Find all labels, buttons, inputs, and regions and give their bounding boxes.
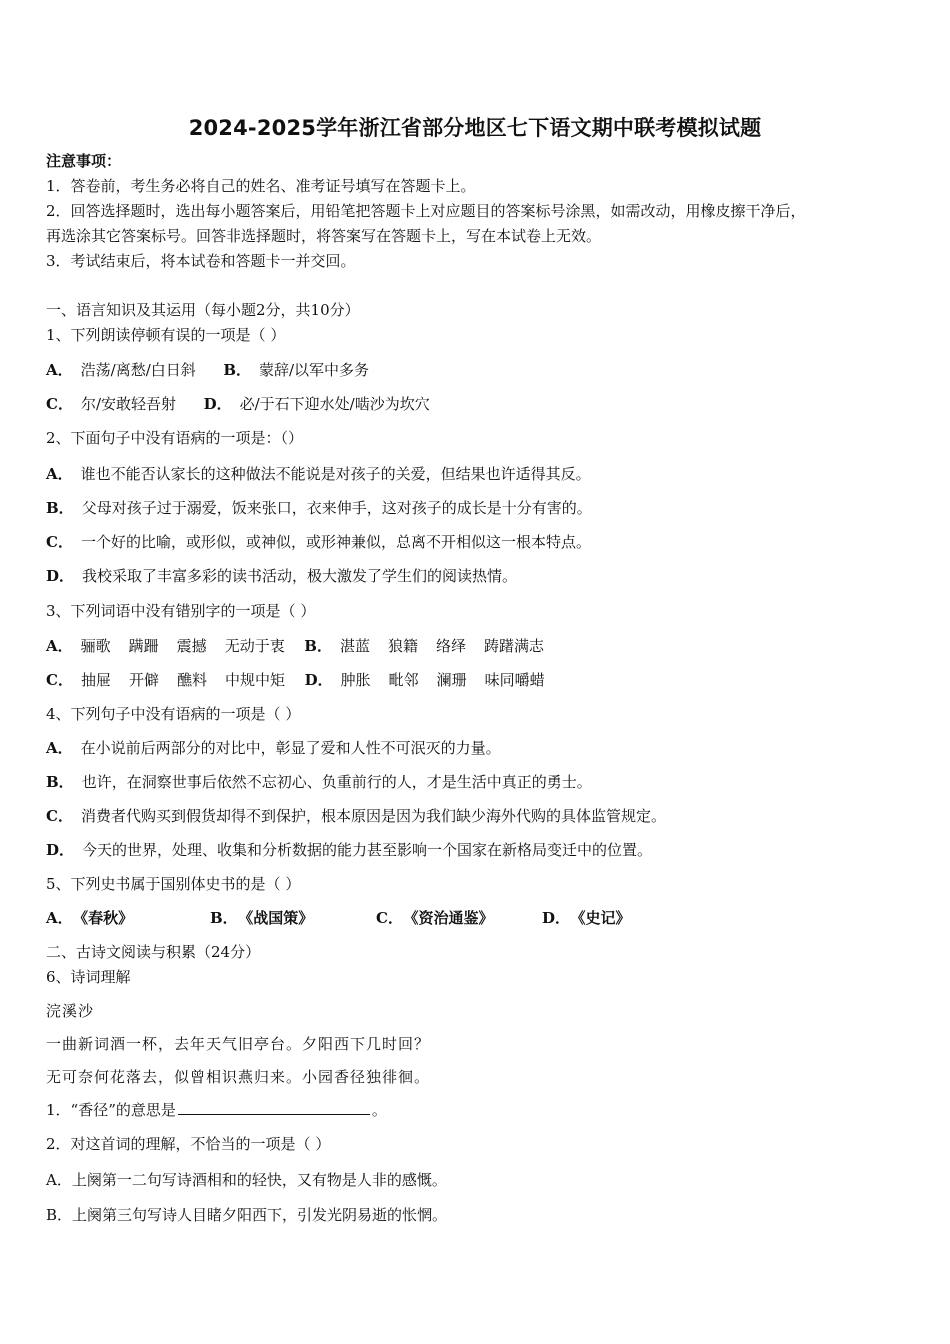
q2-option-c-row bbox=[46, 532, 591, 552]
q5-option-d-cell bbox=[542, 908, 631, 928]
option-label: D． bbox=[46, 567, 75, 585]
q5-stem: 5、下列史书属于国别体史书的是（ ） bbox=[46, 875, 301, 893]
q3-c-word: 中规中矩 bbox=[225, 671, 286, 689]
option-label: C． bbox=[46, 807, 73, 825]
q4-option-d: 今天的世界，处理、收集和分析数据的能力甚至影响一个国家在新格局变迁中的位置。 bbox=[82, 841, 653, 859]
q3-d-word: 毗邻 bbox=[388, 671, 419, 689]
option-label: D． bbox=[304, 671, 333, 689]
q3-options-ab bbox=[46, 636, 544, 656]
q2-option-d: 我校采取了丰富多彩的读书活动，极大激发了学生们的阅读热情。 bbox=[82, 567, 518, 585]
notice-item-3: 3．考试结束后，将本试卷和答题卡一并交回。 bbox=[46, 252, 356, 270]
q2-option-d-row bbox=[46, 566, 517, 586]
q3-b-word: 狼籍 bbox=[387, 637, 418, 655]
q2-option-b-row bbox=[46, 498, 592, 518]
poem-title: 浣溪沙 bbox=[46, 1002, 95, 1020]
q6-sub1-prefix: 1．“香径”的意思是 bbox=[46, 1101, 176, 1119]
q1-option-b: 蒙辞/以军中多务 bbox=[259, 361, 370, 379]
q3-b-word: 络绎 bbox=[435, 637, 466, 655]
q5-option-a-cell bbox=[46, 908, 210, 928]
q3-a-word: 震撼 bbox=[176, 637, 207, 655]
notice-item-2: 2．回答选择题时，选出每小题答案后，用铅笔把答题卡上对应题目的答案标号涂黑，如需改动，用橡皮擦干净后， bbox=[46, 202, 806, 220]
option-label: B． bbox=[210, 909, 238, 927]
q6-stem: 6、诗词理解 bbox=[46, 968, 131, 986]
q5-option-b: 《战国策》 bbox=[245, 909, 314, 927]
q6-option-b: 上阕第三句写诗人目睹夕阳西下，引发光阴易逝的怅惘。 bbox=[72, 1206, 448, 1224]
q3-a-word: 蹒跚 bbox=[128, 637, 159, 655]
q6-option-a-row bbox=[46, 1170, 447, 1190]
q3-b-word: 踌躇满志 bbox=[484, 637, 545, 655]
option-label: D． bbox=[46, 841, 75, 859]
option-label: C． bbox=[46, 533, 73, 551]
notice-heading: 注意事项： bbox=[46, 152, 122, 170]
q2-option-c: 一个好的比喻，或形似，或神似，或形神兼似，总离不开相似这一根本特点。 bbox=[80, 533, 591, 551]
q6-sub1 bbox=[46, 1100, 387, 1120]
option-label: C． bbox=[376, 909, 403, 927]
q3-a-word: 无动于衷 bbox=[224, 637, 285, 655]
option-label: A． bbox=[46, 637, 73, 655]
q4-stem: 4、下列句子中没有语病的一项是（ ） bbox=[46, 705, 301, 723]
page-title: 2024-2025学年浙江省部分地区七下语文期中联考模拟试题 bbox=[188, 116, 762, 140]
q3-a-word: 骊歌 bbox=[80, 637, 111, 655]
q5-option-b-cell bbox=[210, 908, 376, 928]
q3-stem: 3、下列词语中没有错别字的一项是（ ） bbox=[46, 602, 316, 620]
q6-option-b-row bbox=[46, 1205, 447, 1225]
option-label: D． bbox=[542, 909, 571, 927]
answer-blank[interactable] bbox=[178, 1100, 370, 1115]
q6-sub2: 2．对这首词的理解，不恰当的一项是（ ） bbox=[46, 1135, 331, 1153]
option-label: A． bbox=[46, 1171, 72, 1189]
q3-options-cd bbox=[46, 670, 545, 690]
notice-item-2-cont: 再选涂其它答案标号。回答非选择题时，将答案写在答题卡上，写在本试卷上无效。 bbox=[46, 227, 602, 245]
q1-options-ab bbox=[46, 360, 369, 380]
q4-option-c-row bbox=[46, 806, 666, 826]
q6-sub1-suffix: 。 bbox=[371, 1101, 387, 1119]
q4-option-b: 也许，在洞察世事后依然不忘初心、负重前行的人，才是生活中真正的勇士。 bbox=[81, 773, 592, 791]
q3-b-word: 湛蓝 bbox=[339, 637, 370, 655]
q6-option-a: 上阕第一二句写诗酒相和的轻快，又有物是人非的感慨。 bbox=[71, 1171, 447, 1189]
q3-d-word: 味同嚼蜡 bbox=[484, 671, 545, 689]
q2-option-a-row bbox=[46, 464, 591, 484]
q4-option-b-row bbox=[46, 772, 592, 792]
q1-options-cd bbox=[46, 394, 430, 414]
option-label: A． bbox=[46, 909, 73, 927]
option-label: B． bbox=[223, 361, 251, 379]
option-label: C． bbox=[46, 671, 73, 689]
q5-option-d: 《史记》 bbox=[578, 909, 631, 927]
q1-option-d: 必/于石下迎水处/啮沙为坎穴 bbox=[239, 395, 430, 413]
q1-option-a: 浩荡/离愁/白日斜 bbox=[80, 361, 196, 379]
option-label: B． bbox=[304, 637, 332, 655]
section-1-heading: 一、语言知识及其运用（每小题2分，共10分） bbox=[46, 301, 360, 319]
option-label: A． bbox=[46, 465, 73, 483]
option-label: B． bbox=[46, 773, 74, 791]
option-label: D． bbox=[203, 395, 232, 413]
q5-options bbox=[46, 908, 631, 928]
q3-c-word: 开僻 bbox=[128, 671, 159, 689]
q2-option-b: 父母对孩子过于溺爱，饭来张口，衣来伸手，这对孩子的成长是十分有害的。 bbox=[81, 499, 592, 517]
option-label: B． bbox=[46, 1206, 73, 1224]
option-label: A． bbox=[46, 361, 73, 379]
q4-option-a: 在小说前后两部分的对比中，彰显了爱和人性不可泯灭的力量。 bbox=[80, 739, 501, 757]
q1-stem: 1、下列朗读停顿有误的一项是（ ） bbox=[46, 326, 286, 344]
q4-option-a-row bbox=[46, 738, 501, 758]
q3-c-word: 醮料 bbox=[176, 671, 207, 689]
q1-option-c: 尔/安敢轻吾射 bbox=[80, 395, 177, 413]
q4-option-d-row bbox=[46, 840, 652, 860]
notice-item-1: 1．答卷前，考生务必将自己的姓名、准考证号填写在答题卡上。 bbox=[46, 177, 476, 195]
q3-c-word: 抽屉 bbox=[80, 671, 111, 689]
q3-d-word: 肿胀 bbox=[340, 671, 371, 689]
poem-line-2: 无可奈何花落去，似曾相识燕归来。小园香径独徘徊。 bbox=[46, 1068, 431, 1086]
option-label: B． bbox=[46, 499, 74, 517]
q4-option-c: 消费者代购买到假货却得不到保护，根本原因是因为我们缺少海外代购的具体监管规定。 bbox=[80, 807, 666, 825]
option-label: C． bbox=[46, 395, 73, 413]
option-label: A． bbox=[46, 739, 73, 757]
q3-d-word: 澜珊 bbox=[436, 671, 467, 689]
section-2-heading: 二、古诗文阅读与积累（24分） bbox=[46, 943, 261, 961]
q2-stem: 2、下面句子中没有语病的一项是：（） bbox=[46, 429, 304, 447]
q2-option-a: 谁也不能否认家长的这种做法不能说是对孩子的关爱，但结果也许适得其反。 bbox=[80, 465, 591, 483]
q5-option-c: 《资治通鉴》 bbox=[410, 909, 494, 927]
q5-option-a: 《春秋》 bbox=[80, 909, 134, 927]
q5-option-c-cell bbox=[376, 908, 542, 928]
poem-line-1: 一曲新词酒一杯，去年天气旧亭台。夕阳西下几时回？ bbox=[46, 1035, 431, 1053]
